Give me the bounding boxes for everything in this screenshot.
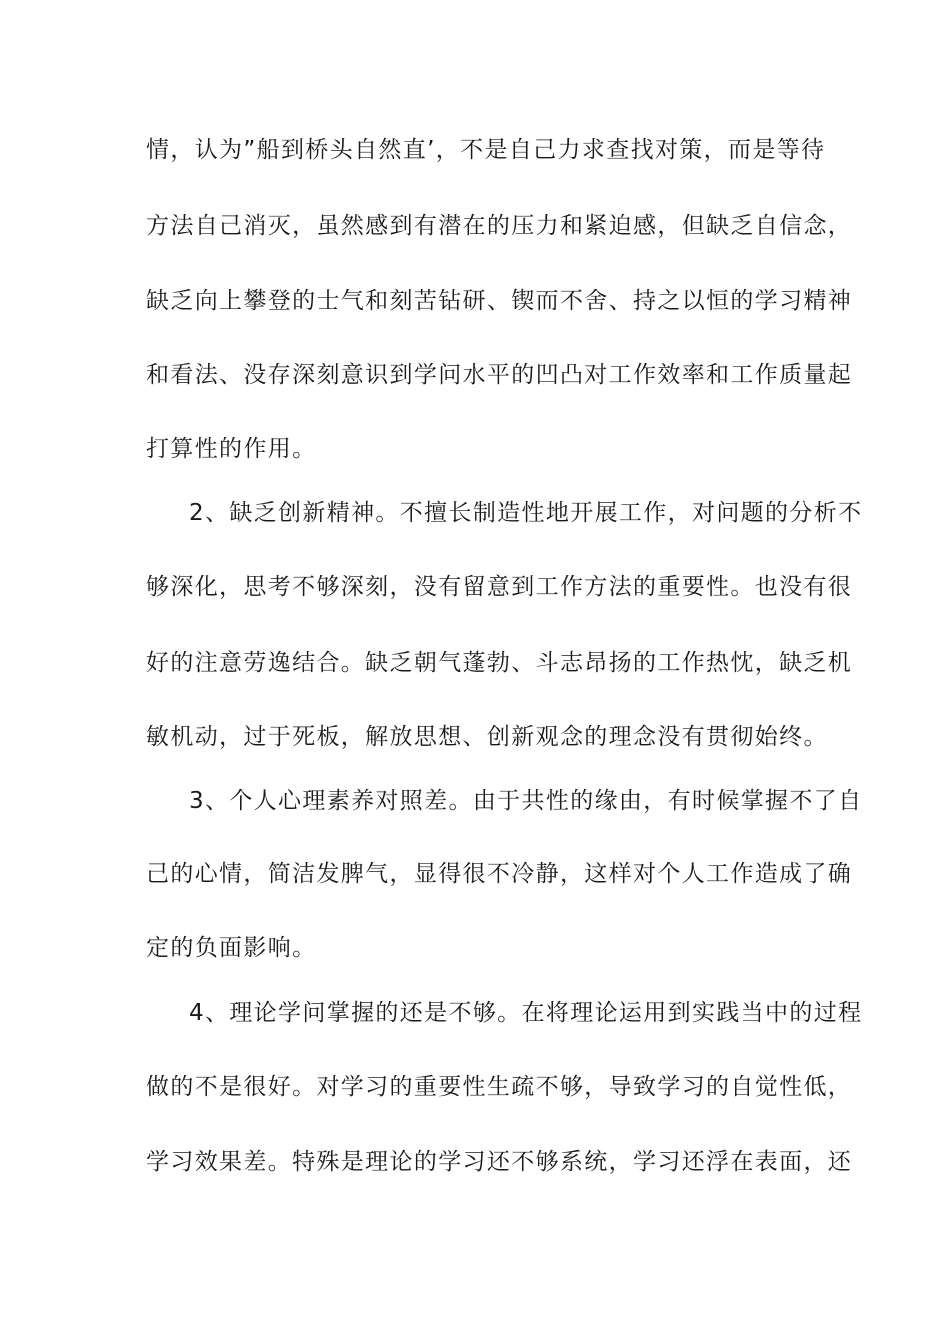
text-line-2: 方法自己消灭，虽然感到有潜在的压力和紧迫感，但缺乏自信念， [146, 213, 853, 239]
text-line-8: 好的注意劳逸结合。缺乏朝气蓬勃、斗志昂扬的工作热忱，缺乏机 [146, 650, 853, 676]
text-line-3: 缺乏向上攀登的士气和刻苦钻研、锲而不舍、持之以恒的学习精神 [146, 288, 853, 314]
text-line-1: 情，认为”船到桥头自然直’，不是自己力求查找对策，而是等待 [146, 137, 826, 163]
paragraph-2-start: 2、缺乏创新精神。不擅长制造性地开展工作，对问题的分析不 [189, 500, 863, 526]
text-line-9: 敏机动，过于死板，解放思想、创新观念的理念没有贯彻始终。 [146, 724, 828, 750]
text-line-14: 做的不是很好。对学习的重要性生疏不够，导致学习的自觉性低， [146, 1074, 853, 1100]
text-line-5: 打算性的作用。 [146, 436, 317, 462]
text-line-12: 定的负面影响。 [146, 935, 317, 961]
text-line-15: 学习效果差。特殊是理论的学习还不够系统，学习还浮在表面，还 [146, 1149, 853, 1175]
paragraph-3-start: 3、个人心理素养对照差。由于共性的缘由，有时候掌握不了自 [189, 788, 863, 814]
paragraph-4-start: 4、理论学问掌握的还是不够。在将理论运用到实践当中的过程 [189, 1000, 863, 1026]
text-line-4: 和看法、没存深刻意识到学问水平的凹凸对工作效率和工作质量起 [146, 362, 853, 388]
text-line-11: 己的心情，简洁发脾气，显得很不冷静，这样对个人工作造成了确 [146, 861, 853, 887]
text-line-7: 够深化，思考不够深刻，没有留意到工作方法的重要性。也没有很 [146, 574, 853, 600]
